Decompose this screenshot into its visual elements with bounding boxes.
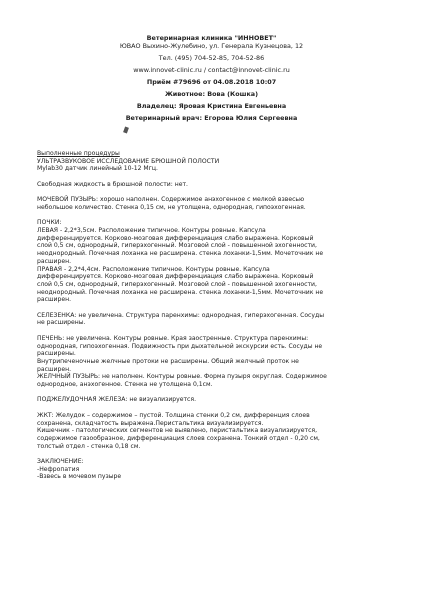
bile-ducts-line: расширен. bbox=[37, 365, 72, 373]
liver-line: расширены. bbox=[37, 350, 76, 358]
device-info: Mylab30 датчик линейный 10-12 Мгц. bbox=[37, 165, 158, 173]
gallbladder-line: ЖЕЛЧНЫЙ ПУЗЫРЬ: не наполнен. Контуры ровные. Форма пузыря округлая. Содержимое bbox=[37, 373, 327, 381]
clinic-header bbox=[0, 34, 423, 122]
conclusion-item: -Нефропатия bbox=[37, 465, 80, 473]
gi-line: сохранена, складчатость выражена.Перистальтика визуализируется. bbox=[37, 419, 264, 427]
pen-mark bbox=[123, 126, 129, 133]
gi-line: содержимое газообразное, дифференциация слоев сохранена. Тонкий отдел - 0,20 см, bbox=[37, 434, 320, 442]
kidney-right-line: слой 0,5 см, однородный, гиперэхогенный. Мозговой слой - повышенной эхогенности, bbox=[37, 280, 317, 288]
animal-info: Животное: Вова (Кошка) bbox=[164, 90, 259, 98]
procedure-title: УЛЬТРАЗВУКОВОЕ ИССЛЕДОВАНИЕ БРЮШНОЙ ПОЛОСТИ bbox=[37, 157, 220, 165]
conclusion-item: -Взвесь в мочевом пузыре bbox=[37, 473, 122, 481]
kidney-right-line: ПРАВАЯ - 2,2*4,4см. Расположение типичное. Контуры ровные. Капсула bbox=[37, 265, 270, 273]
section-heading: Выполненные процедуры bbox=[37, 150, 120, 157]
kidney-left-line: ЛЕВАЯ - 2,2*3,5см. Расположение типичное. Контуры ровные. Капсула bbox=[37, 226, 266, 234]
kidney-left-line: дифференцируется. Корково-мозговая дифференциация слабо выражена. Корковый bbox=[37, 234, 314, 242]
clinic-phone: Тел. (495) 704-52-85, 704-52-86 bbox=[158, 54, 265, 62]
gallbladder-line: однородное, анэхогенное. Стенка не утолщена 0,1см. bbox=[37, 381, 213, 389]
gi-line: ЖКТ: Желудок – содержимое – пустой. Толщина стенки 0,2 см, дифференция слоев bbox=[37, 411, 310, 419]
clinic-name: Ветеринарная клиника "ИННОВЕТ" bbox=[146, 34, 277, 42]
kidney-left-line: неоднородный. Почечная лоханка не расширена. стенка лоханки-1,5мм. Мочеточник не bbox=[37, 250, 324, 258]
spleen-line: не расширены. bbox=[37, 319, 86, 327]
visit-info: Приём #79696 от 04.08.2018 10:07 bbox=[146, 78, 277, 86]
kidney-right-line: неоднородный. Почечная лоханка не расширена. стенка лоханки-1,5мм. Мочеточник не bbox=[37, 288, 324, 296]
bile-ducts-line: Внутрипеченочные желчные протоки не расширены. Общий желчный проток не bbox=[37, 357, 299, 365]
kidney-left-line: расширен. bbox=[37, 257, 72, 265]
gi-line: Кишечник - патологических сегментов не выявлено, перистальтика визуализируется, bbox=[37, 427, 318, 435]
liver-line: ПЕЧЕНЬ: не увеличена. Контуры ровные. Края заостренные. Структура паренхимы: bbox=[37, 334, 309, 342]
liver-line: однородная, гипоэхогенная. Подвижность при дыхательной экскурсии есть. Сосуды не bbox=[37, 342, 323, 350]
kidney-right-line: расширен. bbox=[37, 296, 72, 304]
free-fluid: Свободная жидкость в брюшной полости: нет. bbox=[37, 180, 188, 188]
kidneys-heading: ПОЧКИ: bbox=[37, 219, 62, 227]
bladder-line: МОЧЕВОЙ ПУЗЫРЬ: хорошо наполнен. Содержимое анэхогенное с мелкой взвесью bbox=[37, 196, 305, 204]
clinic-address: ЮВАО Выхино-Жулебино, ул. Генерала Кузнецова, 12 bbox=[119, 42, 304, 50]
conclusion-heading: ЗАКЛЮЧЕНИЕ: bbox=[37, 458, 84, 465]
owner-info: Владелец: Яровая Кристина Евгеньевна bbox=[136, 102, 287, 110]
procedures-body bbox=[37, 150, 397, 481]
clinic-web: www.innovet-clinic.ru / contact@innovet-clinic.ru bbox=[133, 66, 290, 74]
bladder-line: небольшое количество. Стенка 0,15 см, не утолщена, однородная, гипоэхогенная. bbox=[37, 203, 306, 211]
spleen-line: СЕЛЕЗЕНКА: не увеличена. Структура паренхимы: однородная, гиперэхогенная. Сосуды bbox=[37, 311, 325, 319]
pancreas-line: ПОДЖЕЛУДОЧНАЯ ЖЕЛЕЗА: не визуализируется. bbox=[37, 396, 197, 404]
kidney-left-line: слой 0,5 см, однородный, гиперэхогенный. Мозговой слой - повышенной эхогенности, bbox=[37, 242, 317, 250]
kidney-right-line: дифференцируется. Корково-мозговая дифференциация слабо выражена. Корковый bbox=[37, 273, 314, 281]
doctor-info: Ветеринарный врач: Егорова Юлия Сергеевна bbox=[125, 114, 298, 122]
gi-line: толстый отдел - стенка 0,18 см. bbox=[37, 442, 141, 450]
